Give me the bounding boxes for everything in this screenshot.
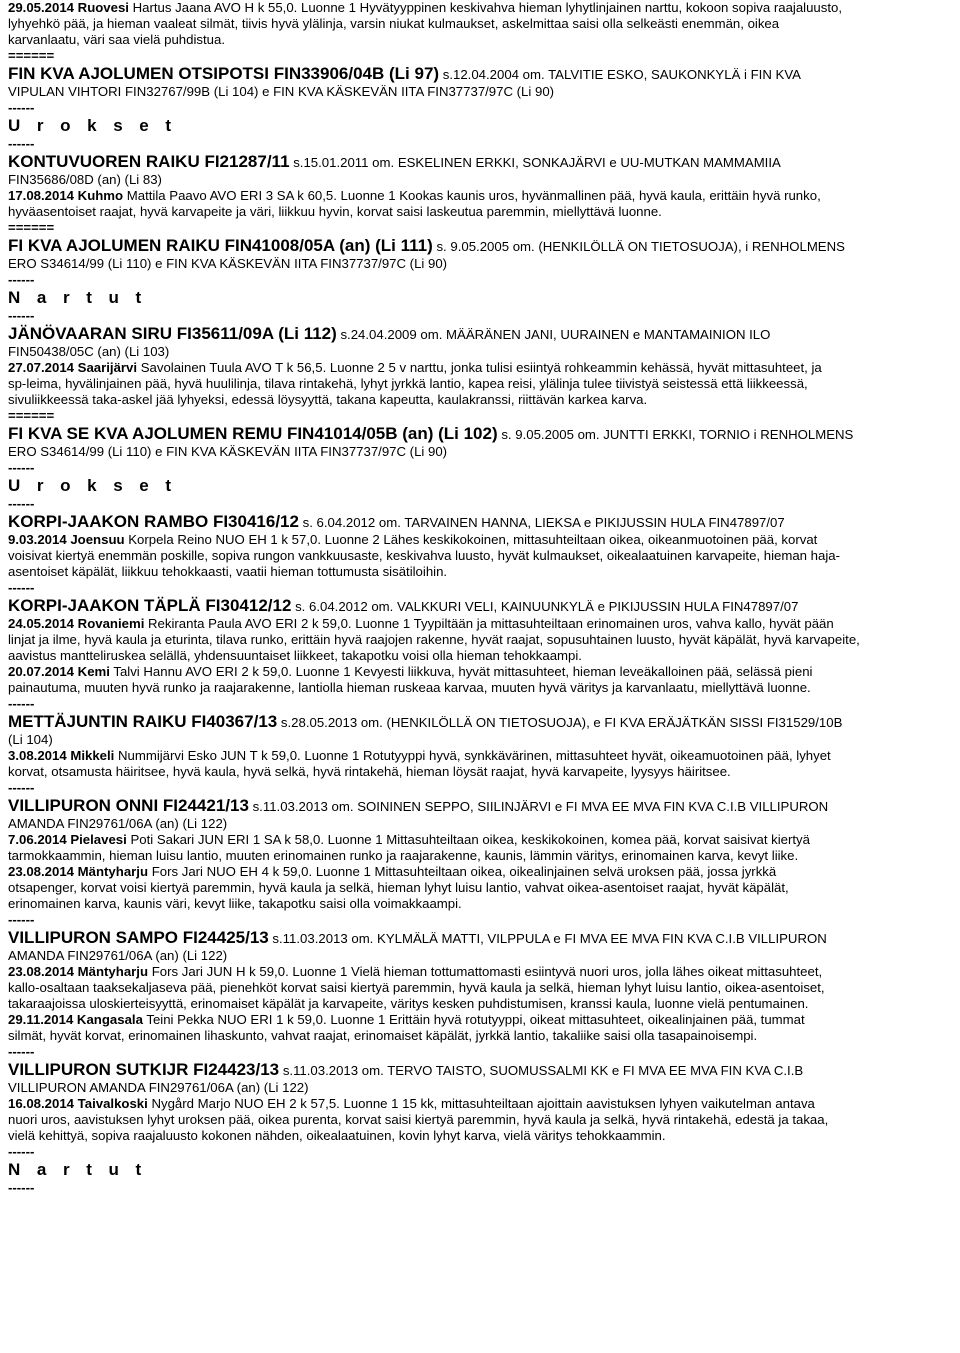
parents: VIPULAN VIHTORI FIN32767/99B (Li 104) e FIN KVA KÄSKEVÄN IITA FIN37737/97C (Li 90): [8, 84, 555, 99]
dam: (Li 104): [8, 732, 53, 747]
owner: KYLMÄLÄ MATTI, VILPPULA e FI MVA EE MVA FIN KVA C.I.B VILLIPURON: [377, 931, 827, 946]
critique-line: vielä kehittyä, sopiva raajaluusto kokonen nähden, oikealaatuinen, kovin lyhyt karva, vielä väritys tehokkaammin.: [8, 1128, 666, 1143]
females-heading: N a r t u t: [8, 288, 148, 307]
sire-entry: [8, 236, 952, 256]
critique: . Luonne 1 Mittasuhteiltaan oikea, oikealinjainen selvä uroksen pää, jossa jyrkkä: [308, 864, 777, 879]
dog-entry: [8, 1060, 952, 1080]
show-entry: [8, 1012, 952, 1028]
birth-date: s.11.03.2013 om.: [252, 799, 354, 814]
critique-line: lyhyehkö pää, ja hieman vaaleat silmät, tiivis hyvä ylälinja, varsin niukat kulmaukset, askelmittaa saisi olla selkeästi enemmän, oikea: [8, 16, 780, 31]
show-date: 17.08.2014 Kuhmo: [8, 188, 124, 203]
sire-name: FI KVA AJOLUMEN RAIKU FIN41008/05A (an) (Li 111): [8, 236, 433, 255]
critique-line: painautuma, muuten hyvä runko ja raajarakenne, lantiolla hieman ruskeaa karvaa, muuten hyvä väritys ja karvanlaatu, miellyttävä luonne.: [8, 680, 811, 695]
separator: ------: [8, 780, 35, 795]
critique-line: silmät, hyvät korvat, erinomainen lihaskunto, vahvat raajat, erinomaiset käpälät, jyrkkä lantio, takaliike saisi olla tasapainoisempi.: [8, 1028, 758, 1043]
show-date: 23.08.2014 Mäntyharju: [8, 864, 149, 879]
show-entry: [8, 616, 952, 632]
critique: . Luonne 1 Rotutyyppi hyvä, synkkävärinen, mittasuhteet hyvät, oikeamuotoinen pää, lyhyet: [297, 748, 831, 763]
critique-line: aavistus mantteliruskea selällä, yhdensuuntaiset liikkeet, takapotku voisi olla hieman tehokkaampi.: [8, 648, 582, 663]
birth-date: s.11.03.2013 om.: [282, 1063, 384, 1078]
critique-line: otsapenger, korvat voisi kiertyä paremmin, hyvä kaula ja selkä, hieman lyhyt luisu lantio, vahvat oikea-asentoiset raajat, hyvät käpälät,: [8, 880, 789, 895]
dog-entry: [8, 796, 952, 816]
birth-date: s.15.01.2011 om.: [293, 155, 395, 170]
critique-line: sp-leima, hyvälinjainen pää, hyvä huulilinja, tilava rintakehä, lyhyt jyrkkä lantio, kapea reisi, ylälinja tulee tiivistyä seistessä että liikkeessä,: [8, 376, 808, 391]
separator: ------: [8, 580, 35, 595]
dog-name: VILLIPURON SAMPO FI24425/13: [8, 928, 269, 947]
section-separator: ======: [8, 408, 55, 423]
dog-name: VILLIPURON ONNI FI24421/13: [8, 796, 249, 815]
critique-line: tarmokkaammin, hieman luisu lantio, muuten erinomainen runko ja raajarakenne, kaunis, lämmin väritys, erinomainen karva, kevyt liike.: [8, 848, 799, 863]
separator: ------: [8, 100, 35, 115]
critique: . Luonne 2 Lähes keskikokoinen, mittasuhteiltaan oikea, oikeanmuotoinen pää, korvat: [317, 532, 818, 547]
sire-entry: [8, 424, 952, 444]
show-entry: [8, 360, 952, 376]
parents: ERO S34614/99 (Li 110) e FIN KVA KÄSKEVÄN IITA FIN37737/97C (Li 90): [8, 444, 448, 459]
owner: TALVITIE ESKO, SAUKONKYLÄ i FIN KVA: [548, 67, 801, 82]
dog-entry: [8, 152, 952, 172]
section-separator: ======: [8, 220, 55, 235]
birth-date: s. 6.04.2012 om.: [295, 599, 394, 614]
judge: Rekiranta Paula AVO ERI 2 k 59,0: [148, 616, 348, 631]
show-date: 9.03.2014 Joensuu: [8, 532, 125, 547]
show-date: 23.08.2014 Mäntyharju: [8, 964, 149, 979]
dog-entry: [8, 596, 952, 616]
critique: . Luonne 1 Mittasuhteiltaan oikea, keskikokoinen, komea pää, korvat saisivat kiertyä: [320, 832, 810, 847]
birth-date: s.11.03.2013 om.: [272, 931, 374, 946]
dam: VILLIPURON AMANDA FIN29761/06A (an) (Li 122): [8, 1080, 309, 1095]
section-separator: ======: [8, 48, 55, 63]
dam: FIN50438/05C (an) (Li 103): [8, 344, 170, 359]
judge: Nygård Marjo NUO EH 2 k 57,5: [151, 1096, 337, 1111]
critique: . Luonne 1 Hyvätyyppinen keskivahva hieman lyhytlinjainen narttu, kokoon sopiva raajaluusto,: [293, 0, 843, 15]
separator: ------: [8, 1180, 35, 1195]
dam: AMANDA FIN29761/06A (an) (Li 122): [8, 816, 228, 831]
critique-line: erinomainen karva, kaunis väri, kevyt liike, takapotku saisi olla voimakkaampi.: [8, 896, 462, 911]
sire-name: FI KVA SE KVA AJOLUMEN REMU FIN41014/05B (an) (Li 102): [8, 424, 498, 443]
separator: ------: [8, 696, 35, 711]
critique: . Luonne 1 Kookas kaunis uros, hyvänmallinen pää, hyvä kaula, erittäin hyvä runko,: [333, 188, 821, 203]
show-date: 29.11.2014 Kangasala: [8, 1012, 143, 1027]
critique: . Luonne 1 Tyypiltään ja mittasuhteiltaan erinomainen uros, vahva kallo, hyvät pään: [347, 616, 834, 631]
dog-name: VILLIPURON SUTKIJR FI24423/13: [8, 1060, 280, 1079]
owner: TARVAINEN HANNA, LIEKSA e PIKIJUSSIN HULA FIN47897/07: [404, 515, 785, 530]
judge: Savolainen Tuula AVO T k 56,5: [140, 360, 323, 375]
birth-date: s. 9.05.2005 om.: [436, 239, 535, 254]
males-heading: U r o k s e t: [8, 116, 177, 135]
critique-line: sivuliikkeessä taka-askel jää lyhyeksi, edessä löysyyttä, takana kapeutta, kaulakranssi, riittävän karkea karva.: [8, 392, 648, 407]
parents: ERO S34614/99 (Li 110) e FIN KVA KÄSKEVÄN IITA FIN37737/97C (Li 90): [8, 256, 448, 271]
critique-line: takaraajoissa uloskierteisyyttä, erinomaiset käpälät ja karvapeite, väritys kesken puhdistumisen, kranssi kaula, luonne vielä pentumainen.: [8, 996, 809, 1011]
critique-line: karvanlaatu, väri saa vielä puhdistua.: [8, 32, 225, 47]
critique: . Luonne 2 5 v narttu, jonka tulisi esiintyä rohkeammin kehässä, hyvät mittasuhteet, ja: [322, 360, 822, 375]
judge: Teini Pekka NUO ERI 1 k 59,0: [146, 1012, 323, 1027]
critique: . Luonne 1 Vielä hieman tottumattomasti esiintyvä nuori uros, jolla lähes oikeat mittasuhteet,: [285, 964, 823, 979]
judge: Mattila Paavo AVO ERI 3 SA k 60,5: [126, 188, 334, 203]
critique-line: asentoiset käpälät, liikkuu tehokkaasti, vaatii hieman tottumusta sisätiloihin.: [8, 564, 448, 579]
owner: SOININEN SEPPO, SIILINJÄRVI e FI MVA EE MVA FIN KVA C.I.B VILLIPURON: [357, 799, 829, 814]
separator: ------: [8, 308, 35, 323]
owner: MÄÄRÄNEN JANI, UURAINEN e MANTAMAINION ILO: [446, 327, 771, 342]
owner: JUNTTI ERKKI, TORNIO i RENHOLMENS: [603, 427, 854, 442]
separator: ------: [8, 496, 35, 511]
judge: Fors Jari JUN H k 59,0: [151, 964, 286, 979]
owner: VALKKURI VELI, KAINUUNKYLÄ e PIKIJUSSIN HULA FIN47897/07: [397, 599, 799, 614]
critique-line: linjat ja ilme, hyvä kaula ja eturinta, tilava runko, erittäin hyvä raajojen rakenne, hyvät raajat, sopusuhtainen luusto, hyvät käpälät, hyvä karvapeite,: [8, 632, 860, 647]
show-entry: [8, 832, 952, 848]
separator: ------: [8, 912, 35, 927]
show-date: 27.07.2014 Saarijärvi: [8, 360, 138, 375]
separator: ------: [8, 1044, 35, 1059]
show-entry: [8, 864, 952, 880]
show-date: 24.05.2014 Rovaniemi: [8, 616, 145, 631]
critique: . Luonne 1 15 kk, mittasuhteiltaan ajoittain aavistuksen lyhyen vaikutelman antava: [336, 1096, 815, 1111]
birth-date: s. 6.04.2012 om.: [302, 515, 401, 530]
judge: Poti Sakari JUN ERI 1 SA k 58,0: [130, 832, 321, 847]
judge: Talvi Hannu AVO ERI 2 k 59,0: [113, 664, 289, 679]
show-entry: [8, 1096, 952, 1112]
dog-name: KORPI-JAAKON TÄPLÄ FI30412/12: [8, 596, 292, 615]
owner: (HENKILÖLLÄ ON TIETOSUOJA), i RENHOLMENS: [538, 239, 845, 254]
critique: . Luonne 1 Erittäin hyvä rotutyyppi, oikeat mittasuhteet, oikealinjainen pää, tummat: [323, 1012, 805, 1027]
show-entry: [8, 748, 952, 764]
show-entry: [8, 188, 952, 204]
dog-entry: [8, 928, 952, 948]
owner: ESKELINEN ERKKI, SONKAJÄRVI e UU-MUTKAN MAMMAMIIA: [397, 155, 781, 170]
birth-date: s.24.04.2009 om.: [340, 327, 443, 342]
owner: (HENKILÖLLÄ ON TIETOSUOJA), e FI KVA ERÄJÄTKÄN SISSI FI31529/10B: [386, 715, 843, 730]
judge: Korpela Reino NUO EH 1 k 57,0: [128, 532, 318, 547]
females-heading: N a r t u t: [8, 1160, 148, 1179]
birth-date: s. 9.05.2005 om.: [501, 427, 600, 442]
separator: ------: [8, 136, 35, 151]
dam: AMANDA FIN29761/06A (an) (Li 122): [8, 948, 228, 963]
dog-name: KONTUVUOREN RAIKU FI21287/11: [8, 152, 290, 171]
dog-entry: [8, 712, 952, 732]
dog-entry: [8, 324, 952, 344]
show-entry: [8, 964, 952, 980]
dog-entry: [8, 512, 952, 532]
owner: TERVO TAISTO, SUOMUSSALMI KK e FI MVA EE MVA FIN KVA C.I.B: [387, 1063, 804, 1078]
critique-line: hyväasentoiset raajat, hyvä karvapeite ja väri, liikkuu hyvin, korvat saisi laskeutua paremmin, miellyttävä luonne.: [8, 204, 662, 219]
separator: ------: [8, 460, 35, 475]
show-date: 16.08.2014 Taivalkoski: [8, 1096, 148, 1111]
show-entry: [8, 664, 952, 680]
judge: Fors Jari NUO EH 4 k 59,0: [151, 864, 309, 879]
separator: ------: [8, 272, 35, 287]
birth-date: s.28.05.2013 om.: [280, 715, 383, 730]
sire-entry: [8, 64, 952, 84]
sire-name: FIN KVA AJOLUMEN OTSIPOTSI FIN33906/04B (Li 97): [8, 64, 440, 83]
dog-name: METTÄJUNTIN RAIKU FI40367/13: [8, 712, 278, 731]
judge: Hartus Jaana AVO H k 55,0: [132, 0, 294, 15]
critique-line: voisivat kiertyä enemmän poskille, sopiva rungon vankkuusaste, keskivahva luusto, hyvät kulmaukset, oikealaatuinen karvapeite, hieman haja-: [8, 548, 840, 563]
dog-name: JÄNÖVAARAN SIRU FI35611/09A (Li 112): [8, 324, 337, 343]
males-heading: U r o k s e t: [8, 476, 177, 495]
show-date: 7.06.2014 Pielavesi: [8, 832, 127, 847]
critique-line: kallo-osaltaan taaksekaljaseva pää, pienehköt korvat saisi kiertyä paremmin, hyvä kaula ja selkä, hieman lyhyt luisu lantio, oikea-asentoiset,: [8, 980, 825, 995]
show-date: 29.05.2014 Ruovesi: [8, 0, 129, 15]
critique-line: nuori uros, aavistuksen lyhyt uroksen pää, oikea purenta, korvat saisi kiertyä paremmin, hyvä kaula ja selkä, hyvä rintakehä, edestä ja takaa,: [8, 1112, 829, 1127]
dam: FIN35686/08D (an) (Li 83): [8, 172, 162, 187]
dog-name: KORPI-JAAKON RAMBO FI30416/12: [8, 512, 299, 531]
show-entry: [8, 0, 952, 16]
separator: ------: [8, 1144, 35, 1159]
show-date: 3.08.2014 Mikkeli: [8, 748, 115, 763]
judge: Nummijärvi Esko JUN T k 59,0: [117, 748, 298, 763]
show-entry: [8, 532, 952, 548]
show-date: 20.07.2014 Kemi: [8, 664, 110, 679]
critique: . Luonne 1 Kevyesti liikkuva, hyvät mittasuhteet, hieman leveäkalloinen pää, selässä pieni: [288, 664, 813, 679]
birth-date: s.12.04.2004 om.: [442, 67, 545, 82]
critique-line: korvat, otsamusta häiritsee, hyvä kaula, hyvä selkä, hyvä rintakehä, hieman löysät raajat, hyvä karvapeite, lyysyys häiritsee.: [8, 764, 731, 779]
